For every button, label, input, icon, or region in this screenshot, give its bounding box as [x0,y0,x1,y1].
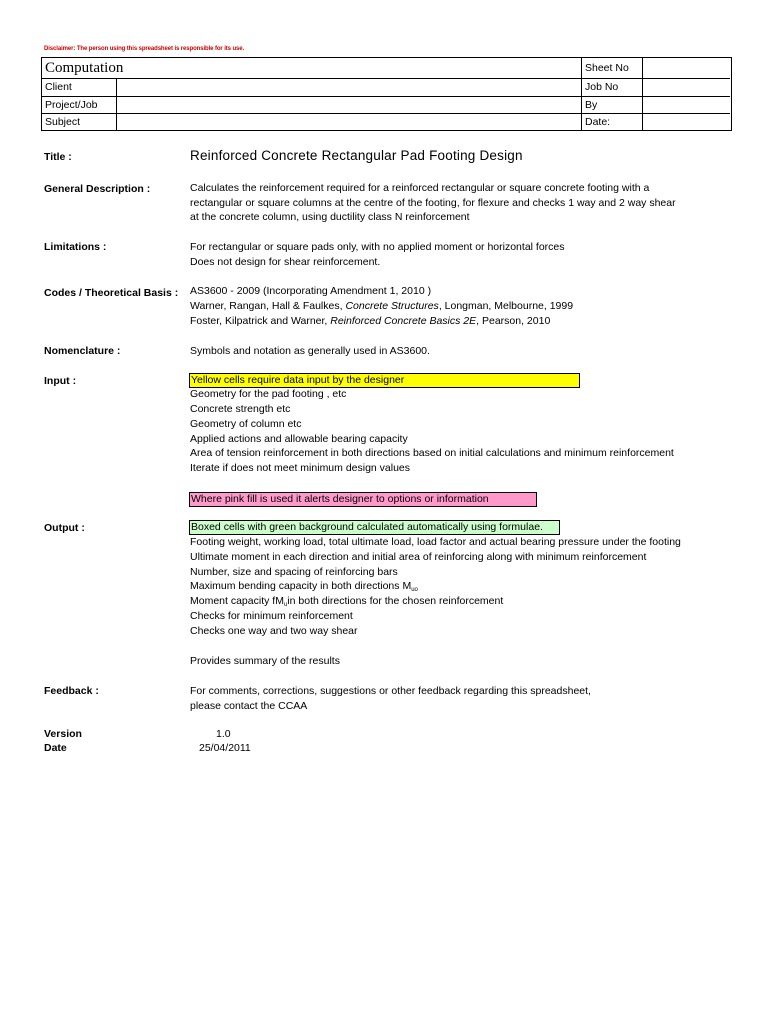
limitations-label: Limitations : [44,241,107,253]
limitations-line: Does not design for shear reinforcement. [190,256,381,268]
date-value: 25/04/2011 [199,742,251,754]
codes-text: Warner, Rangan, Hall & Faulkes, [190,300,346,312]
sheet-no-value-cell[interactable] [643,58,730,78]
codes-text: , Pearson, 2010 [476,315,551,327]
client-value-cell[interactable] [117,78,581,96]
codes-book-title: Concrete Structures [345,300,439,312]
date-row-label: Date [44,742,67,754]
output-line: Checks for minimum reinforcement [190,610,353,622]
codes-line: AS3600 - 2009 (Incorporating Amendment 1, 2010 ) [190,285,432,297]
codes-line [190,314,550,329]
input-line: Geometry for the pad footing , etc [190,388,347,400]
feedback-label: Feedback : [44,685,99,697]
feedback-line: For comments, corrections, suggestions or other feedback regarding this spreadsheet, [190,685,591,697]
version-value: 1.0 [216,728,231,740]
computation-title: Computation [45,59,124,76]
subject-label: Subject [45,115,81,128]
output-line: Checks one way and two way shear [190,625,358,637]
green-output-note: Boxed cells with green background calculated automatically using formulae. [189,520,560,535]
subscript: uo [411,587,418,593]
output-line: Number, size and spacing of reinforcing bars [190,566,398,578]
codes-line [190,299,573,314]
output-text: in both directions for the chosen reinforcement [287,595,504,607]
by-value-cell[interactable] [643,96,730,113]
client-label: Client [45,81,72,93]
sheet-no-label: Sheet No [585,62,629,74]
output-text: Maximum bending capacity in both directions M [190,580,412,592]
codes-book-title: Reinforced Concrete Basics 2E [330,315,477,327]
subscript: u [283,602,288,608]
input-line: Iterate if does not meet minimum design values [190,462,411,474]
input-line: Geometry of column etc [190,418,302,430]
output-line: Ultimate moment in each direction and initial area of reinforcing along with minimum reinforcement [190,551,647,563]
nomenclature-label: Nomenclature : [44,345,121,357]
output-label: Output : [44,522,85,534]
input-label: Input : [44,375,77,387]
output-text: Moment capacity fM [190,595,284,607]
subject-value-cell[interactable] [117,113,581,130]
codes-text: Foster, Kilpatrick and Warner, [190,315,331,327]
input-line: Applied actions and allowable bearing capacity [190,433,408,445]
general-description-line: Calculates the reinforcement required for a reinforced rectangular or square concrete footing with a [190,182,650,194]
version-label: Version [44,728,82,740]
title-label: Title : [44,151,72,163]
by-label: By [585,98,598,111]
nomenclature-text: Symbols and notation as generally used in AS3600. [190,345,430,357]
general-description-line: rectangular or square columns at the centre of the footing, for flexure and checks 1 way and 2 way shear [190,197,676,209]
computation-header-table [41,57,732,131]
general-description-label: General Description : [44,183,151,195]
input-line: Concrete strength etc [190,403,291,415]
date-value-cell[interactable] [643,113,730,130]
codes-text: , Longman, Melbourne, 1999 [438,300,574,312]
output-line: Footing weight, working load, total ultimate load, load factor and actual bearing pressure under the footing [190,536,681,548]
date-label: Date: [585,115,611,128]
pink-info-note: Where pink fill is used it alerts designer to options or information [189,492,537,507]
job-no-value-cell[interactable] [643,78,730,96]
yellow-input-note: Yellow cells require data input by the designer [189,373,580,388]
project-job-label: Project/Job [45,98,98,111]
job-no-label: Job No [585,81,619,93]
feedback-line: please contact the CCAA [190,700,308,712]
page-title: Reinforced Concrete Rectangular Pad Footing Design [190,148,523,163]
input-line: Area of tension reinforcement in both directions based on initial calculations and minimum reinforcement [190,447,674,459]
disclaimer-text: Disclaimer: The person using this spreadsheet is responsible for its use. [44,46,245,52]
limitations-line: For rectangular or square pads only, with no applied moment or horizontal forces [190,241,565,253]
project-job-value-cell[interactable] [117,96,581,113]
general-description-line: at the concrete column, using ductility class N reinforcement [190,211,470,223]
codes-label: Codes / Theoretical Basis : [44,287,179,299]
output-summary: Provides summary of the results [190,655,340,667]
